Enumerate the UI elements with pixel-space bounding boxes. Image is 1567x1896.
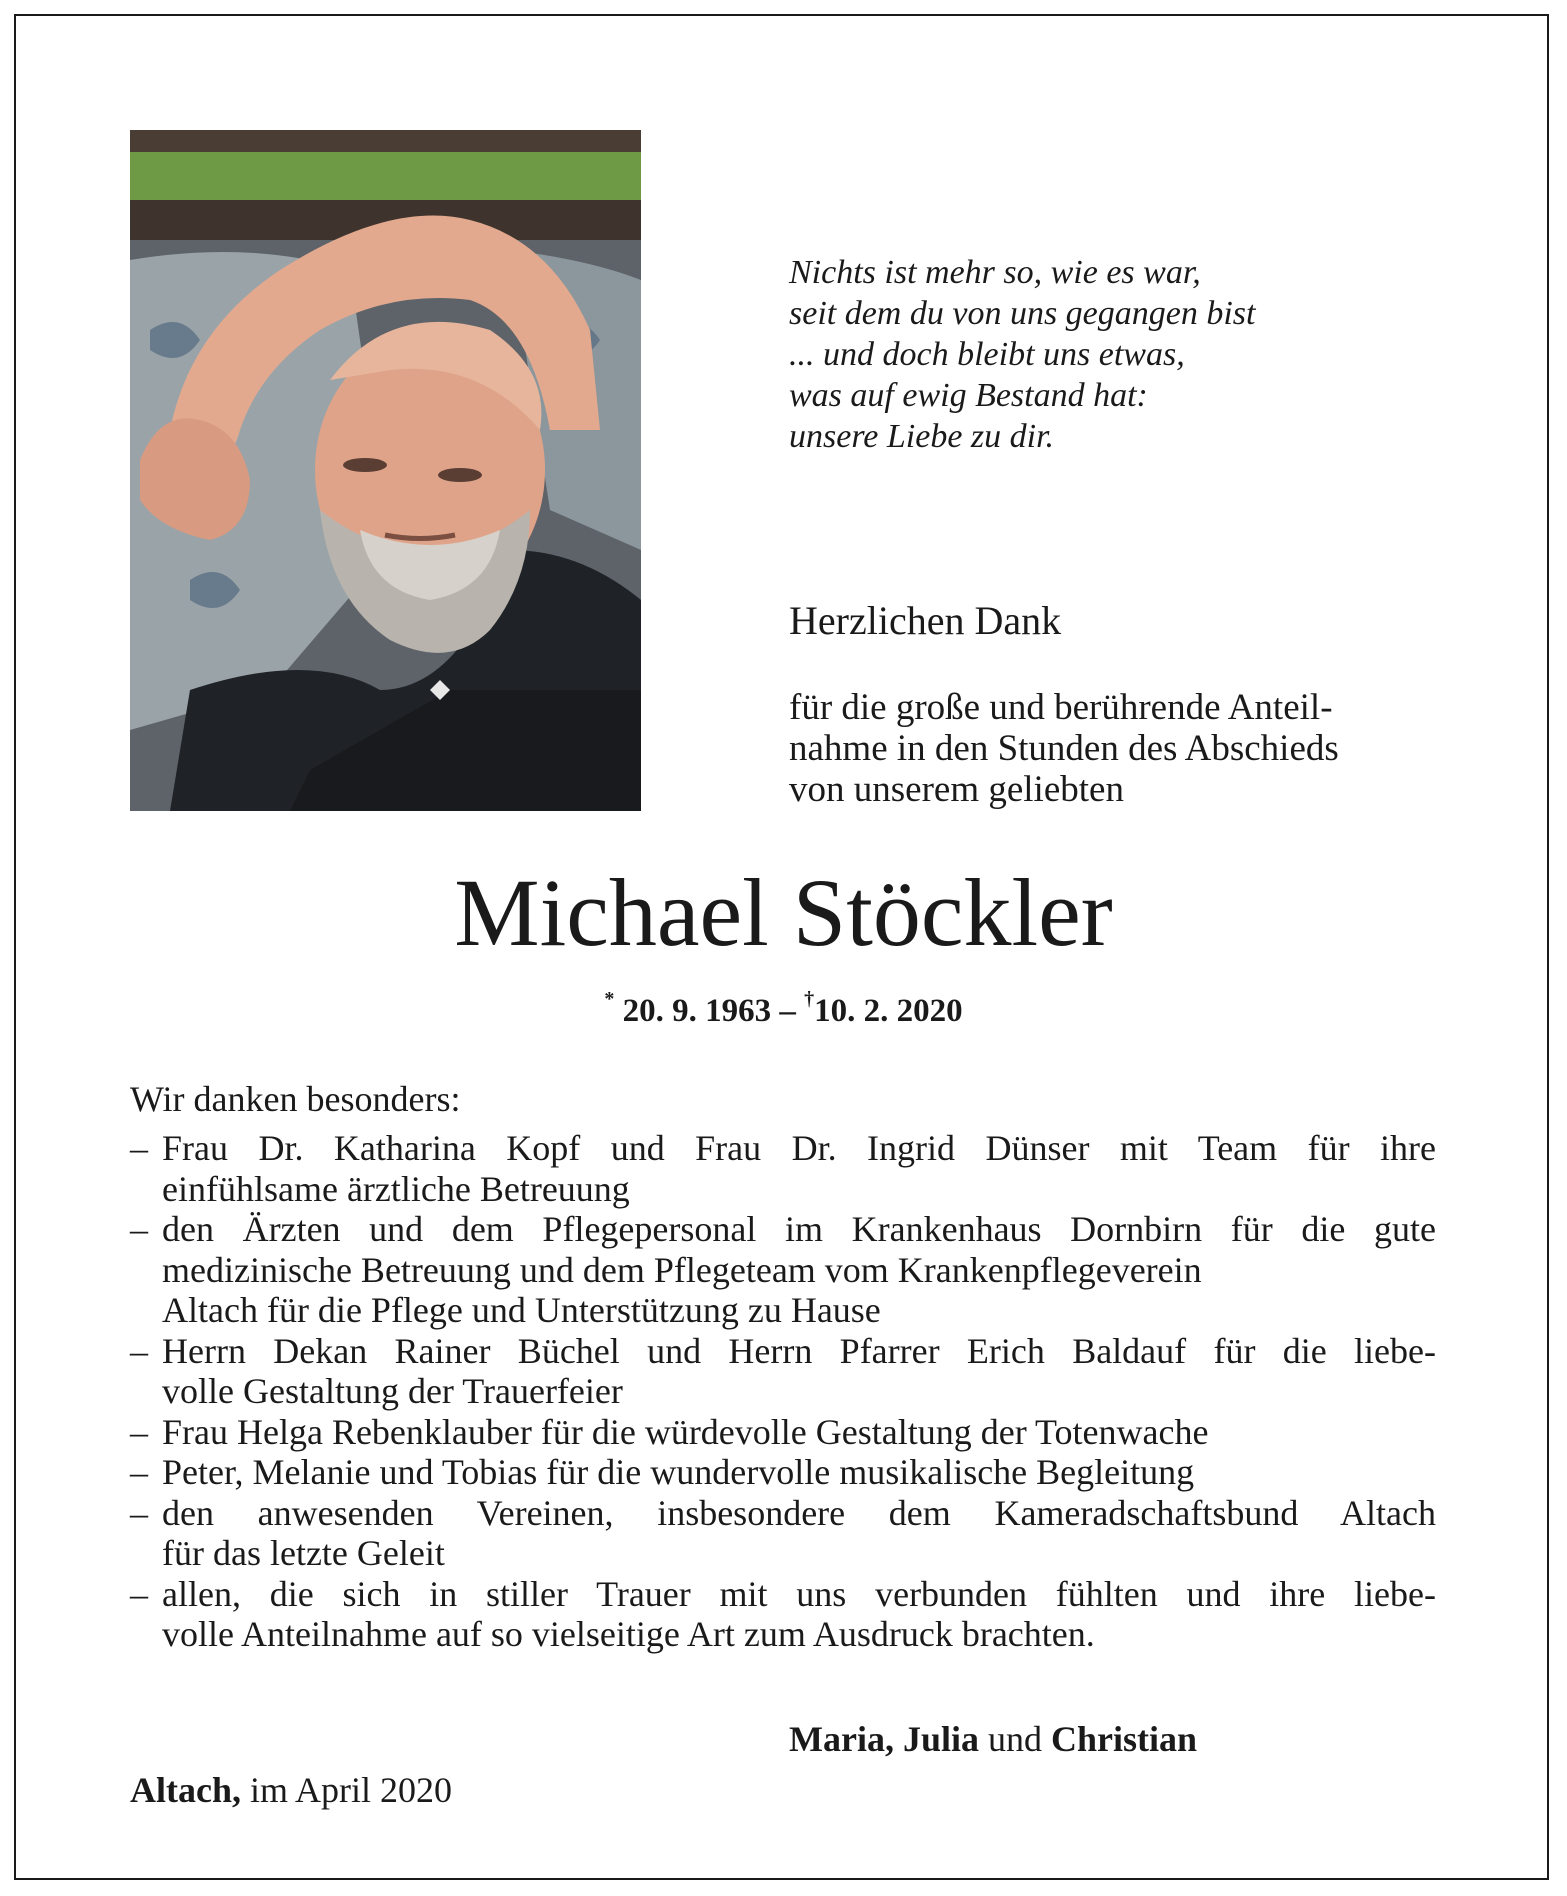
list-dash: – [130, 1492, 148, 1533]
signer-name: Christian [1051, 1719, 1198, 1759]
list-item-line: für das letzte Geleit [162, 1533, 445, 1573]
date-separator: – [779, 993, 796, 1029]
signer-connector: und [988, 1719, 1042, 1759]
portrait-photo [130, 130, 641, 811]
place-date-text: im April 2020 [250, 1770, 453, 1810]
list-item [130, 1128, 1436, 1209]
list-dash: – [130, 1209, 148, 1249]
list-dash: – [130, 1128, 148, 1168]
death-date: 10. 2. 2020 [814, 993, 963, 1029]
poem-line: Nichts ist mehr so, wie es war, [789, 254, 1201, 291]
portrait-photo-icon [130, 130, 641, 811]
list-item-line: Peter, Melanie und Tobias für die wundervolle musikalische Begleitung [162, 1452, 1195, 1492]
poem-line: unsere Liebe zu dir. [789, 418, 1055, 455]
place-date [130, 1769, 452, 1811]
list-item [130, 1209, 1436, 1331]
list-item-line: einfühlsame ärztliche Betreuung [162, 1168, 630, 1209]
thanks-line: von unserem geliebten [789, 769, 1124, 810]
signature [789, 1718, 1197, 1760]
signer-name: Maria, [789, 1719, 894, 1759]
thanks-text [789, 687, 1449, 810]
deceased-name: Michael Stöckler [454, 859, 1113, 966]
signer-name: Julia [902, 1719, 979, 1759]
list-item-line: Frau Helga Rebenklauber für die würdevolle Gestaltung der Totenwache [162, 1411, 1209, 1452]
place-town: Altach, [130, 1770, 241, 1810]
list-item-line: Herrn Dekan Rainer Büchel und Herrn Pfarrer Erich Baldauf für die liebe- [162, 1330, 1436, 1371]
thanks-line: nahme in den Stunden des Abschieds [789, 728, 1339, 769]
list-dash: – [130, 1573, 148, 1614]
birth-symbol: * [604, 988, 615, 1010]
list-item-line: Altach für die Pflege und Unterstützung zu Hause [162, 1290, 881, 1330]
list-item-line: den Ärzten und dem Pflegepersonal im Krankenhaus Dornbirn für die gute [162, 1209, 1436, 1249]
list-item-line: medizinische Betreuung und dem Pflegeteam vom Krankenpflegeverein [162, 1249, 1202, 1290]
life-dates [0, 988, 1567, 1030]
acknowledgements-list [130, 1128, 1436, 1655]
death-symbol: † [804, 988, 815, 1010]
acknowledgements-intro: Wir danken besonders: [130, 1079, 461, 1119]
thanks-heading: Herzlichen Dank [789, 598, 1062, 643]
poem-line: seit dem du von uns gegangen bist [789, 295, 1256, 332]
list-item-line: Frau Dr. Katharina Kopf und Frau Dr. Ingrid Dünser mit Team für ihre [162, 1128, 1436, 1168]
poem-line: was auf ewig Bestand hat: [789, 377, 1148, 414]
list-item-line: den anwesenden Vereinen, insbesondere dem Kameradschaftsbund Altach [162, 1492, 1436, 1533]
list-item [130, 1452, 1436, 1493]
birth-date: 20. 9. 1963 [622, 993, 772, 1029]
poem-line: ... und doch bleibt uns etwas, [789, 336, 1185, 373]
list-item-line: allen, die sich in stiller Trauer mit uns verbunden fühlten und ihre liebe- [162, 1573, 1436, 1614]
poem [789, 252, 1429, 457]
list-item [130, 1574, 1436, 1655]
list-item [130, 1331, 1436, 1412]
list-dash: – [130, 1452, 148, 1492]
list-item-line: volle Anteilnahme auf so vielseitige Art zum Ausdruck brachten. [162, 1614, 1095, 1654]
list-dash: – [130, 1411, 148, 1452]
list-dash: – [130, 1330, 148, 1371]
thanks-line: für die große und berührende Anteil- [789, 687, 1333, 728]
list-item [130, 1412, 1436, 1453]
list-item-line: volle Gestaltung der Trauerfeier [162, 1371, 623, 1411]
list-item [130, 1493, 1436, 1574]
